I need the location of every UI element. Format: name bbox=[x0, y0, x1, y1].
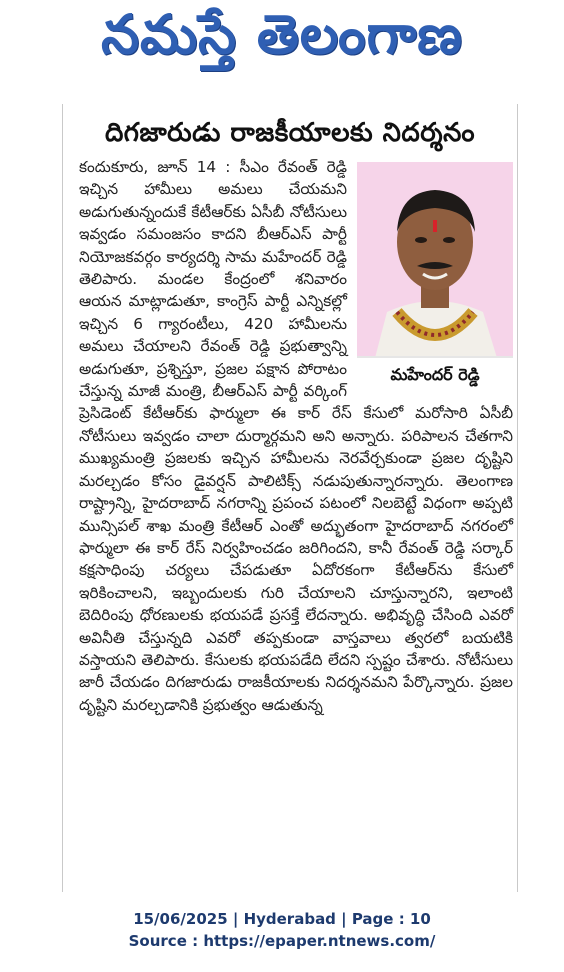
portrait-image bbox=[357, 162, 513, 358]
source-url: Source : https://epaper.ntnews.com/ bbox=[128, 932, 436, 950]
article-headline: దిగజారుడు రాజకీయాలకు నిదర్శనం bbox=[104, 118, 476, 148]
masthead-title: నమస్తే తెలంగాణ bbox=[101, 2, 463, 66]
publication-meta: 15/06/2025 | Hyderabad | Page : 10 bbox=[133, 910, 431, 928]
page-footer bbox=[0, 908, 564, 952]
cropped-previous-line bbox=[110, 96, 510, 104]
photo-caption: మహేందర్ రెడ్డి bbox=[357, 356, 513, 392]
newspaper-masthead bbox=[0, 0, 564, 82]
article-body-container bbox=[79, 156, 513, 716]
person-photo bbox=[357, 162, 513, 392]
article-body: కందుకూరు, జూన్ 14 : సీఎం రేవంత్ రెడ్డి ఇచ్చిన హామీలు అమలు చేయమని అడుగుతున్నందుకే కేటీఆర్‌కు ఏసీబీ నోటీసులు ఇవ్వడం సమంజసం కాదని బీఆర్‌ఎస్ పార్టీ నియోజకవర్గం కార్యదర్శి సామ మహేందర్ రెడ్డి తెలిపారు. మండల కేంద్రంలో శనివారం ఆయన మాట్లాడుతూ, కాంగ్రెస్ పార్టీ ఎన్నికల్లో ఇచ్చిన 6 గ్యారంటీలు, 420 హామీలను అమలు చేయాలని రేవంత్ రెడ్డి ప్రభుత్వాన్ని అడుగుతూ, ప్రశ్నిస్తూ, ప్రజల పక్షాన పోరాటం చేస్తున్న మాజీ మంత్రి, బీఆర్‌ఎస్ పార్టీ వర్కింగ్ ప్రెసిడెంట్ కేటీఆర్‌కు ఫార్ములా ఈ కార్ రేస్ కేసులో మరోసారి ఏసీబీ నోటీసులు ఇవ్వడం చాలా దుర్మార్గమని అని అన్నారు. పరిపాలన చేతగాని ముఖ్యమంత్రి ప్రజలకు ఇచ్చిన హామీలను నెరవేర్చకుండా ప్రజల దృష్టిని మరల్చడం కోసం డైవర్షన్ పాలిటిక్స్ నడుపుతున్నారన్నారు. తెలంగాణ రాష్ట్రాన్ని, హైదరాబాద్ నగరాన్ని ప్రపంచ పటంలో నిలబెట్టే విధంగా అప్పటి మున్సిపల్ శాఖ మంత్రి కేటీఆర్ ఎంతో అద్భుతంగా హైదరాబాద్ నగరంలో ఫార్ములా ఈ కార్ రేస్ నిర్వహించడం జరిగిందని, కానీ రేవంత్ రెడ్డి సర్కార్ కక్షసాధింపు చర్యలు చేపడుతూ ఏదోరకంగా కేటీఆర్‌ను కేసులో ఇరికించాలని, ఇబ్బందులకు గురి చేయాలని చూస్తున్నారని, ఇలాంటి బెదిరింపు ధోరణులకు భయపడే ప్రసక్తే లేదన్నారు. అభివృద్ధి చేసింది ఎవరో అవినీతి చేస్తున్నది ఎవరో తప్పకుండా వాస్తవాలు త్వరలో బయటికి వస్తాయని తెలిపారు. కేసులకు భయపడేది లేదని స్పష్టం చేశారు. నోటీసులు జారీ చేయడం దిగజారుడు రాజకీయాలకు నిదర్శనమని పేర్కొన్నారు. ప్రజల దృష్టిని మరల్చడానికి ప్రభుత్వం ఆడుతున్న bbox=[79, 158, 513, 714]
news-article bbox=[62, 104, 518, 892]
